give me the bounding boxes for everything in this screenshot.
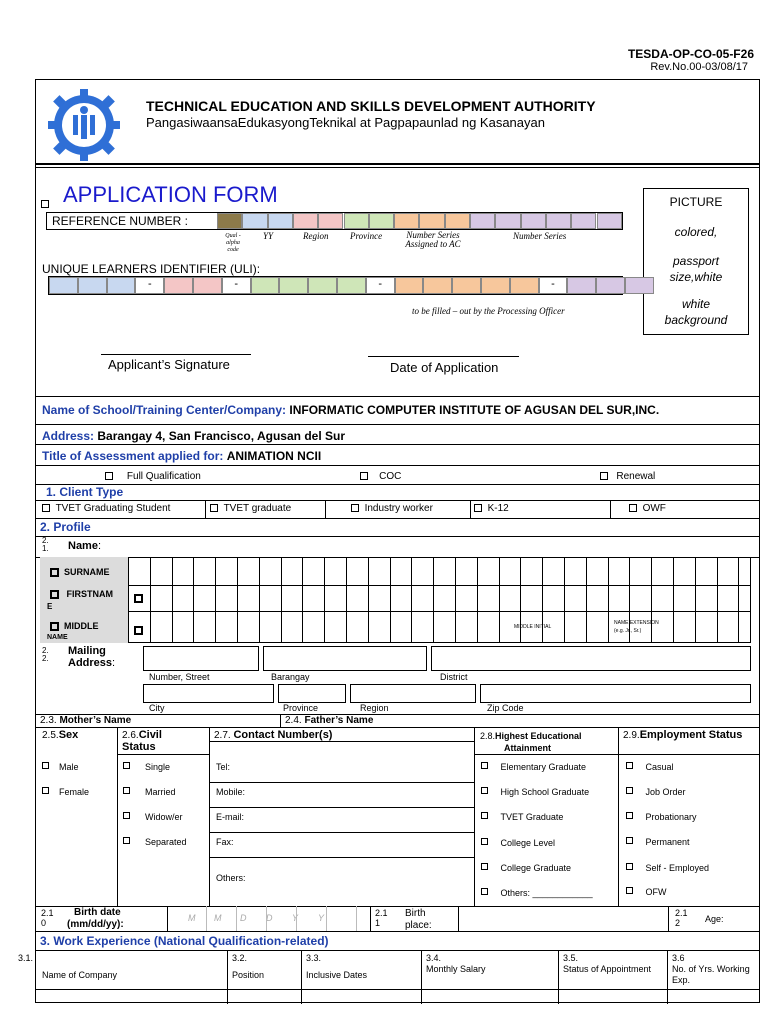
uli-cell[interactable]	[107, 277, 136, 294]
name-extension-example: (e.g. Jr., Sr.)	[614, 628, 642, 634]
client-type-label: TVET graduate	[223, 503, 292, 514]
middle-checkbox[interactable]	[50, 622, 59, 631]
mailing-label-2-line	[68, 657, 115, 669]
addr-number-street-label: Number, Street	[149, 672, 210, 682]
contact-label: Contact Number(s)	[233, 729, 333, 741]
age-number-1: 2.1	[675, 908, 688, 918]
employment-header	[623, 729, 742, 741]
reference-cell[interactable]	[242, 213, 267, 229]
uli-cell[interactable]	[625, 277, 654, 294]
barangay-field[interactable]	[263, 646, 427, 671]
firstname-label-e: E	[47, 602, 53, 611]
uli-dash: -	[539, 277, 568, 294]
birthdate-placeholder[interactable]: M	[188, 913, 196, 923]
work-col-label: Inclusive Dates	[306, 970, 368, 980]
father-name-line	[285, 715, 373, 726]
reference-cell[interactable]	[394, 213, 419, 229]
civil-status-option[interactable]	[123, 762, 170, 772]
uli-cell[interactable]	[49, 277, 78, 294]
work-col-number: 3.4.	[426, 953, 442, 963]
school-line	[42, 403, 659, 417]
reference-cell[interactable]	[344, 213, 369, 229]
birthdate-placeholder[interactable]: D	[266, 913, 273, 923]
education-checkbox[interactable]	[481, 863, 488, 870]
work-col-label: Monthly Salary	[426, 964, 486, 974]
employment-option-label: Self - Employed	[645, 863, 710, 873]
education-label-1: Highest Educational	[495, 731, 582, 741]
civil-status-label: Married	[145, 787, 176, 797]
uli-cell[interactable]	[251, 277, 280, 294]
education-checkbox[interactable]	[481, 838, 488, 845]
addr-province-label: Province	[283, 703, 319, 713]
firstname-extra-checkbox[interactable]	[134, 594, 143, 603]
uli-cell[interactable]	[423, 277, 452, 294]
sex-option-label: Female	[59, 787, 90, 797]
client-type-option[interactable]	[42, 503, 170, 514]
uli-cell[interactable]	[279, 277, 308, 294]
mother-name-line	[40, 715, 131, 726]
assessment-line	[42, 449, 321, 463]
contact-field[interactable]	[216, 873, 246, 883]
employment-label: Employment Status	[639, 729, 743, 741]
form-checkbox[interactable]	[41, 200, 49, 208]
reference-cell[interactable]	[268, 213, 293, 229]
firstname-label: FIRSTNAM	[66, 589, 114, 599]
agency-name: TECHNICAL EDUCATION AND SKILLS DEVELOPMENT AUTHORITY	[146, 98, 596, 114]
firstname-checkbox[interactable]	[50, 590, 59, 599]
contact-header	[214, 729, 332, 741]
mailing-label-1: Mailing	[68, 645, 106, 657]
sex-number: 2.5.	[42, 730, 59, 741]
firstname-row	[50, 589, 113, 599]
client-type-option[interactable]	[210, 503, 291, 514]
employment-option[interactable]	[626, 837, 690, 847]
ref-label-series: Number Series	[513, 231, 567, 241]
contact-field[interactable]	[216, 837, 234, 847]
mother-name-label: Mother’s Name	[59, 715, 132, 726]
firstname-input[interactable]	[150, 586, 750, 610]
father-name-label: Father’s Name	[304, 715, 374, 726]
middle-label: MIDDLE	[64, 621, 99, 631]
sex-label: Sex	[58, 729, 79, 741]
reference-number-label: REFERENCE NUMBER :	[52, 214, 189, 228]
birthdate-label-1: Birth date	[74, 907, 121, 918]
birthdate-label-2: (mm/dd/yy):	[67, 919, 124, 930]
zip-code-field[interactable]	[480, 684, 751, 703]
reference-cell[interactable]	[571, 213, 596, 229]
section-profile: 2. Profile	[40, 520, 91, 534]
full-qualification-label: Full Qualification	[126, 471, 201, 482]
surname-input[interactable]	[129, 558, 750, 584]
employment-checkbox[interactable]	[626, 863, 633, 870]
employment-checkbox[interactable]	[626, 837, 633, 844]
name-label-line	[68, 540, 101, 552]
client-type-label: TVET Graduating Student	[55, 503, 171, 514]
birthdate-placeholder[interactable]: Y	[292, 913, 299, 923]
address-value[interactable]: Barangay 4, San Francisco, Agusan del Sur	[97, 429, 345, 443]
client-type-label: Industry worker	[364, 503, 433, 514]
client-type-checkbox[interactable]	[42, 504, 50, 512]
civil-label-1: Civil	[138, 729, 162, 741]
work-col-label: Status of Appointment	[563, 964, 652, 974]
surname-row	[50, 567, 110, 577]
education-checkbox[interactable]	[481, 762, 488, 769]
education-option[interactable]	[481, 762, 586, 772]
address-label: Address:	[42, 429, 95, 443]
civil-number: 2.6.	[122, 730, 139, 741]
birthplace-number-2: 1	[375, 918, 381, 928]
civil-status-checkbox[interactable]	[123, 837, 130, 844]
employment-option[interactable]	[626, 812, 697, 822]
employment-option-label: OFW	[645, 887, 667, 897]
section-client-type: 1. Client Type	[46, 485, 124, 499]
surname-checkbox[interactable]	[50, 568, 59, 577]
school-value[interactable]: INFORMATIC COMPUTER INSTITUTE OF AGUSAN DEL SUR,INC.	[289, 403, 660, 417]
sex-checkbox[interactable]	[42, 787, 49, 794]
client-type-checkbox[interactable]	[629, 504, 637, 512]
client-type-label: OWF	[642, 503, 666, 514]
birthplace-label-2: place:	[405, 920, 432, 931]
middle-initial-label: MIDDLE INITIAL	[514, 624, 552, 630]
assessment-value[interactable]: ANIMATION NCII	[226, 449, 322, 463]
uli-cell[interactable]	[596, 277, 625, 294]
client-type-checkbox[interactable]	[474, 504, 482, 512]
uli-cell[interactable]	[78, 277, 107, 294]
region-field[interactable]	[350, 684, 476, 703]
name-colon: :	[97, 540, 102, 552]
school-label: Name of School/Training Center/Company:	[42, 403, 287, 417]
civil-label-2: Status	[122, 741, 156, 753]
uli-cell[interactable]	[164, 277, 193, 294]
birthplace-number-1: 2.1	[375, 908, 388, 918]
uli-cell[interactable]	[308, 277, 337, 294]
reference-cell[interactable]	[369, 213, 394, 229]
client-type-option[interactable]	[474, 503, 509, 514]
education-option-label: College Level	[500, 838, 556, 848]
addr-region-label: Region	[360, 703, 389, 713]
reference-cell[interactable]	[495, 213, 520, 229]
contact-field-label: Mobile:	[216, 787, 246, 797]
education-option-label: High School Graduate	[500, 787, 590, 797]
applicant-signature-label: Applicant’s Signature	[108, 357, 230, 372]
city-field[interactable]	[143, 684, 274, 703]
civil-status-checkbox[interactable]	[123, 762, 130, 769]
assessment-type-renewal[interactable]	[600, 471, 655, 482]
work-col-label: Position	[232, 970, 265, 980]
civil-header	[122, 729, 162, 741]
coc-label: COC	[379, 471, 402, 482]
work-col-number: 3.6	[672, 953, 685, 963]
middlename-input[interactable]	[150, 612, 750, 642]
work-experience-entry-row[interactable]	[36, 990, 759, 1003]
client-type-checkbox[interactable]	[210, 504, 218, 512]
age-number-2: 2	[675, 918, 681, 928]
reference-cell[interactable]	[470, 213, 495, 229]
addr-barangay-label: Barangay	[271, 672, 310, 682]
province-field[interactable]	[278, 684, 346, 703]
uli-cell[interactable]	[395, 277, 424, 294]
client-type-option[interactable]	[629, 503, 666, 514]
sex-option[interactable]	[42, 787, 89, 797]
reference-cell[interactable]	[293, 213, 318, 229]
contact-number: 2.7.	[214, 730, 231, 741]
education-number: 2.8.	[480, 731, 496, 741]
employment-checkbox[interactable]	[626, 887, 633, 894]
education-option-label: Others: ____________	[500, 888, 593, 898]
assessment-type-full[interactable]	[105, 471, 201, 482]
education-option-label: TVET Graduate	[500, 812, 564, 822]
civil-status-label: Widow/er	[145, 812, 183, 822]
middle-row	[50, 621, 99, 631]
education-option[interactable]	[481, 812, 563, 822]
surname-label: SURNAME	[64, 567, 110, 577]
mailing-number: 2. 2.	[42, 646, 49, 663]
renewal-checkbox[interactable]	[600, 472, 608, 480]
reference-cell[interactable]	[597, 213, 622, 229]
work-col-number: 3.5.	[563, 953, 579, 963]
age-label: Age:	[705, 914, 724, 924]
education-option-label: College Graduate	[500, 863, 572, 873]
work-col-label: No. of Yrs. Working Exp.	[672, 964, 750, 985]
birthdate-placeholder[interactable]: M	[214, 913, 222, 923]
ref-label-region: Region	[303, 231, 329, 241]
sex-checkbox[interactable]	[42, 762, 49, 769]
ref-label-series-ac: Number Series Assigned to AC	[405, 230, 461, 249]
education-header	[480, 731, 582, 741]
uli-cell[interactable]	[510, 277, 539, 294]
education-label-2: Attainment	[504, 743, 551, 753]
number-street-field[interactable]	[143, 646, 259, 671]
picture-note-2: passport size,white	[669, 254, 723, 284]
civil-status-checkbox[interactable]	[123, 812, 130, 819]
education-option[interactable]	[481, 838, 555, 848]
education-checkbox[interactable]	[481, 787, 488, 794]
addr-district-label: District	[440, 672, 468, 682]
assessment-label: Title of Assessment applied for:	[42, 449, 224, 463]
employment-number: 2.9.	[623, 730, 640, 741]
birthdate-number-2: 0	[41, 918, 47, 928]
education-option[interactable]	[481, 888, 593, 898]
age-number	[675, 908, 688, 928]
uli-dash: -	[366, 277, 395, 294]
contact-field[interactable]	[216, 812, 244, 822]
mailing-colon: :	[112, 657, 116, 669]
civil-status-label: Separated	[145, 837, 187, 847]
ref-label-province: Province	[350, 231, 383, 241]
renewal-label: Renewal	[616, 471, 656, 482]
work-col-number: 3.3.	[306, 953, 322, 963]
employment-option[interactable]	[626, 863, 709, 873]
reference-cell[interactable]	[546, 213, 571, 229]
name-label: Name	[68, 540, 98, 552]
birthdate-number	[41, 908, 54, 928]
picture-title: PICTURE	[669, 195, 723, 209]
reference-cell[interactable]	[217, 213, 242, 229]
uli-dash: -	[222, 277, 251, 294]
employment-option[interactable]	[626, 787, 686, 797]
father-number: 2.4.	[285, 715, 302, 726]
mother-number: 2.3.	[40, 715, 57, 726]
name-extension-label: NAME EXTENSION	[614, 620, 659, 626]
birthplace-label-1: Birth	[405, 908, 426, 919]
assessment-type-coc[interactable]	[360, 471, 401, 482]
civil-status-label: Single	[145, 762, 171, 772]
employment-checkbox[interactable]	[626, 762, 633, 769]
employment-checkbox[interactable]	[626, 787, 633, 794]
contact-field-label: Tel:	[216, 762, 231, 772]
education-option[interactable]	[481, 787, 589, 797]
reference-cell[interactable]	[445, 213, 470, 229]
middle-extra-checkbox[interactable]	[134, 626, 143, 635]
employment-option-label: Job Order	[645, 787, 686, 797]
education-checkbox[interactable]	[481, 812, 488, 819]
sex-option[interactable]	[42, 762, 79, 772]
employment-option-label: Probationary	[645, 812, 697, 822]
reference-cell[interactable]	[318, 213, 343, 229]
contact-field[interactable]	[216, 762, 230, 772]
education-checkbox[interactable]	[481, 888, 488, 895]
ref-label-qual: Qual - alpha code	[225, 233, 241, 253]
district-field[interactable]	[431, 646, 751, 671]
section-work-experience: 3. Work Experience (National Qualification-related)	[40, 934, 329, 948]
contact-field[interactable]	[216, 787, 245, 797]
contact-field-label: E-mail:	[216, 812, 245, 822]
address-line	[42, 429, 345, 443]
employment-option[interactable]	[626, 887, 667, 897]
addr-zip-label: Zip Code	[487, 703, 524, 713]
sex-header	[42, 729, 78, 741]
coc-checkbox[interactable]	[360, 472, 368, 480]
work-col-number: 3.2.	[232, 953, 248, 963]
employment-option-label: Casual	[645, 762, 674, 772]
birthdate-placeholder[interactable]: D	[240, 913, 247, 923]
reference-cell[interactable]	[521, 213, 546, 229]
education-option-label: Elementary Graduate	[500, 762, 587, 772]
employment-checkbox[interactable]	[626, 812, 633, 819]
work-col-label: Name of Company	[42, 970, 118, 980]
employment-option[interactable]	[626, 762, 674, 772]
work-col-number: 3.1.	[18, 953, 34, 963]
full-qualification-checkbox[interactable]	[105, 472, 113, 480]
name-number: 2. 1.	[42, 536, 49, 553]
birthplace-number	[375, 908, 388, 928]
picture-note-1: colored,	[674, 225, 718, 239]
client-type-checkbox[interactable]	[351, 504, 359, 512]
addr-city-label: City	[149, 703, 165, 713]
client-type-label: K-12	[487, 503, 509, 514]
mailing-label-2: Address	[68, 657, 113, 669]
education-option[interactable]	[481, 863, 571, 873]
civil-status-checkbox[interactable]	[123, 787, 130, 794]
uli-label: UNIQUE LEARNERS IDENTIFIER (ULI):	[42, 262, 261, 276]
birthdate-number-1: 2.1	[41, 908, 54, 918]
client-type-option[interactable]	[351, 503, 433, 514]
document-code: TESDA-OP-CO-05-F26	[627, 47, 754, 61]
reference-cell[interactable]	[419, 213, 444, 229]
agency-subname: PangasiwaansaEdukasyongTeknikal at Pagpapaunlad ng Kasanayan	[146, 115, 545, 130]
employment-option-label: Permanent	[645, 837, 690, 847]
contact-field-label: Others:	[216, 873, 246, 883]
contact-field-label: Fax:	[216, 837, 234, 847]
uli-dash: -	[135, 277, 164, 294]
uli-cell[interactable]	[481, 277, 510, 294]
civil-status-option[interactable]	[123, 837, 187, 847]
civil-status-option[interactable]	[123, 787, 176, 797]
revision-number: Rev.No.00-03/08/17	[650, 61, 748, 73]
uli-cell[interactable]	[193, 277, 222, 294]
middle-label-name: NAME	[47, 634, 68, 641]
date-of-application-label: Date of Application	[390, 360, 499, 375]
uli-cell[interactable]	[337, 277, 366, 294]
picture-note-3: white background	[664, 297, 728, 327]
birthdate-placeholder[interactable]: Y	[318, 913, 325, 923]
sex-option-label: Male	[59, 762, 79, 772]
uli-cell[interactable]	[567, 277, 596, 294]
tesda-gear-logo-icon	[40, 86, 128, 164]
ref-label-yy: YY	[263, 231, 274, 241]
processing-note: to be filled – out by the Processing Officer	[412, 306, 565, 316]
civil-status-option[interactable]	[123, 812, 183, 822]
form-title: APPLICATION FORM	[63, 182, 278, 207]
uli-cell[interactable]	[452, 277, 481, 294]
